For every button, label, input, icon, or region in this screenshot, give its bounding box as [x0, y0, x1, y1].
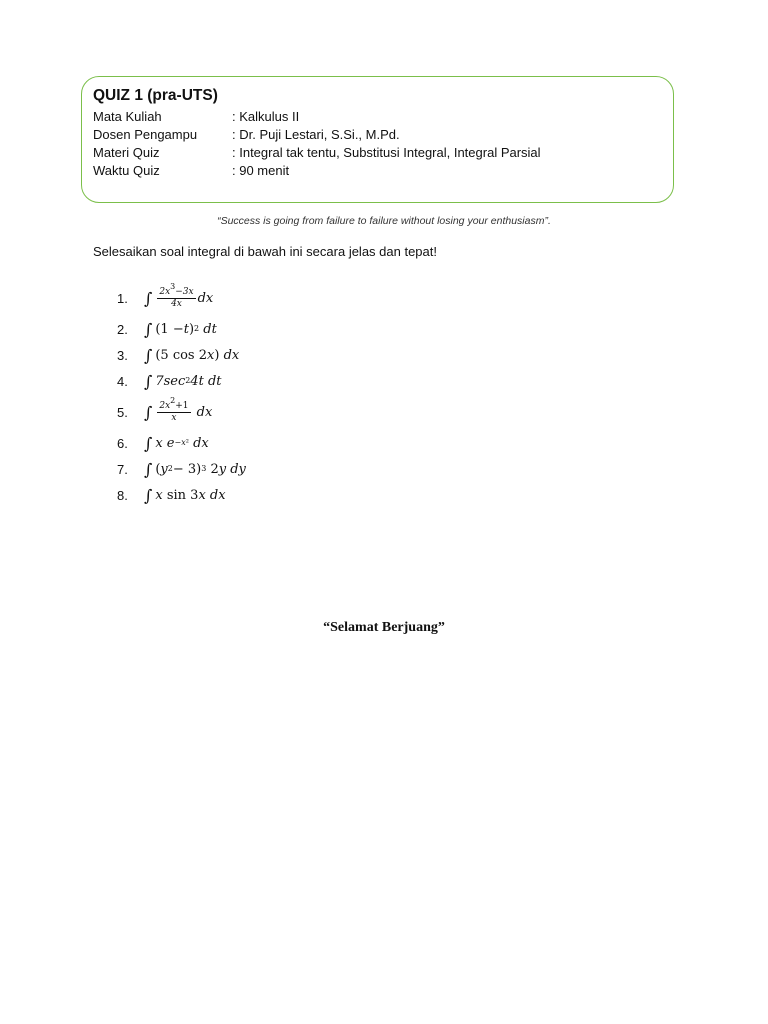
problem-expression: ∫ (1 − t ) 2 dt — [144, 319, 217, 339]
problem-expression: ∫ 7sec 2 4t dt — [144, 371, 222, 391]
problem-expression: ∫ x sin 3 x dx — [144, 485, 226, 505]
problem-item — [117, 368, 246, 394]
problem-list — [117, 280, 246, 508]
info-label: Mata Kuliah — [93, 109, 162, 124]
instruction-text: Selesaikan soal integral di bawah ini secara jelas dan tepat! — [93, 244, 437, 259]
problem-number: 5. — [117, 404, 128, 420]
info-value: : Dr. Puji Lestari, S.Si., M.Pd. — [232, 127, 400, 142]
info-row-course — [93, 108, 673, 126]
problem-expression: ∫ x e −x² dx — [144, 433, 209, 453]
problem-number: 4. — [117, 373, 128, 389]
problem-item — [117, 280, 246, 316]
problem-item — [117, 316, 246, 342]
info-row-lecturer — [93, 126, 673, 144]
quiz-info-box — [81, 76, 674, 203]
problem-number: 7. — [117, 461, 128, 477]
motivational-quote: “Success is going from failure to failure without losing your enthusiasm”. — [217, 215, 551, 227]
problem-item — [117, 456, 246, 482]
problem-number: 1. — [117, 290, 128, 306]
info-value: : 90 menit — [232, 163, 290, 178]
info-row-time — [93, 162, 673, 180]
problem-expression: ∫ $\frac{2x^3-3x}{4x}$ dx — [144, 281, 214, 309]
problem-item — [117, 482, 246, 508]
info-value: : Kalkulus II — [232, 109, 300, 124]
problem-expression: ∫ ( y 2 − 3) 3 2 y dy — [144, 459, 246, 479]
problem-number: 3. — [117, 347, 128, 363]
problem-item — [117, 430, 246, 456]
info-label: Materi Quiz — [93, 145, 160, 160]
closing-text: “Selamat Berjuang” — [323, 620, 445, 635]
info-value: : Integral tak tentu, Substitusi Integral, Integral Parsial — [232, 145, 541, 160]
info-row-material — [93, 144, 673, 162]
problem-number: 6. — [117, 435, 128, 451]
problem-number: 8. — [117, 487, 128, 503]
info-label: Waktu Quiz — [93, 163, 160, 178]
problem-expression: ∫ $\frac{2x^2+1}{x}$ dx — [144, 395, 213, 423]
info-label: Dosen Pengampu — [93, 127, 198, 142]
quiz-title: QUIZ 1 (pra-UTS) — [93, 87, 218, 104]
problem-item — [117, 394, 246, 430]
problem-expression: ∫ (5 cos 2 x ) dx — [144, 345, 240, 365]
problem-item — [117, 342, 246, 368]
problem-number: 2. — [117, 321, 128, 337]
